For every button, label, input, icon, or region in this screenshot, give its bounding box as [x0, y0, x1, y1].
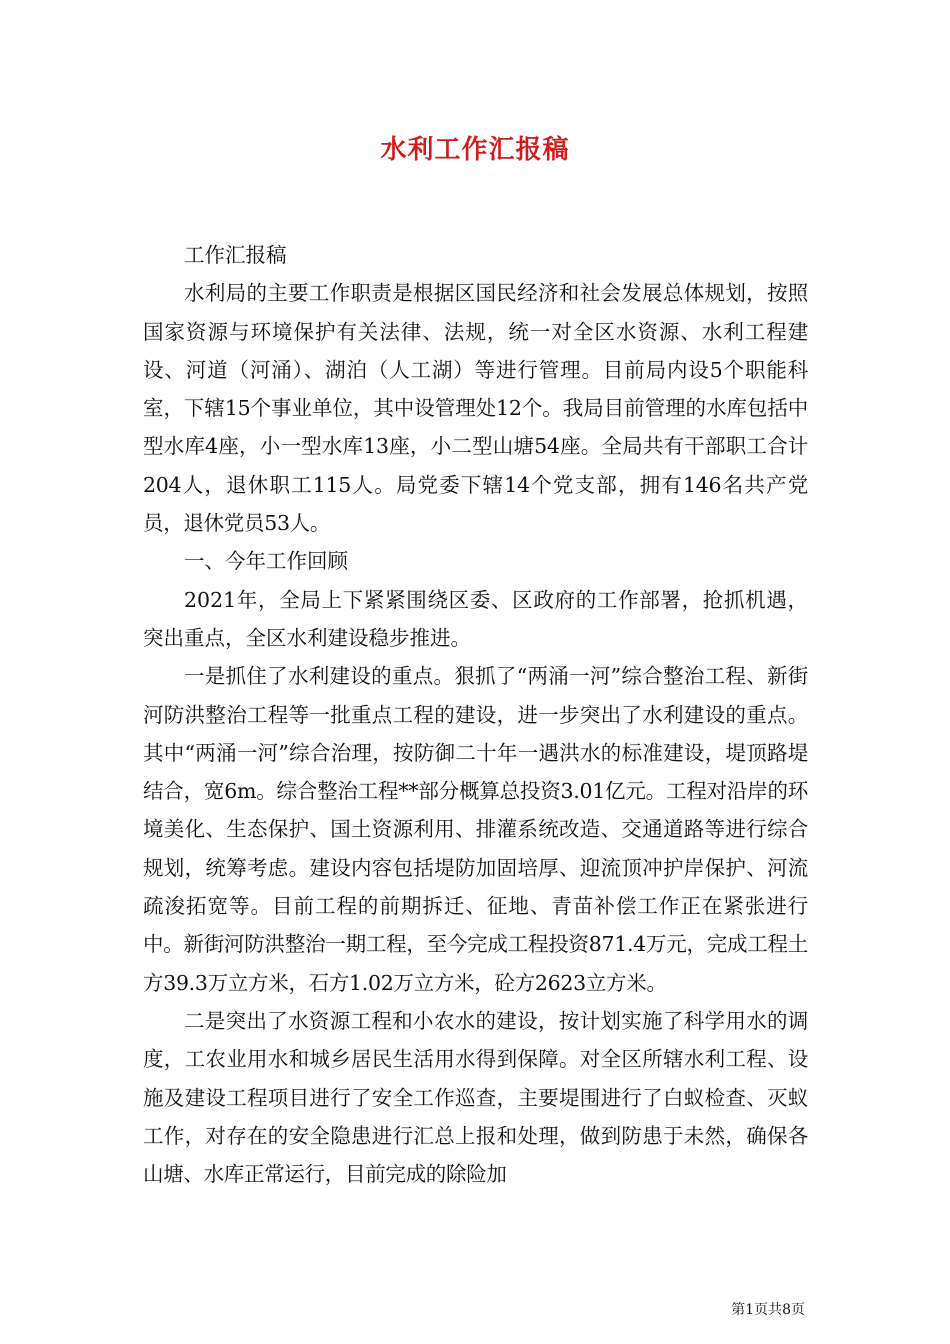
- paragraph-overview: 水利局的主要工作职责是根据区国民经济和社会发展总体规划，按照国家资源与环境保护有关法律、法规，统一对全区水资源、水利工程建设、河道（河涌）、湖泊（人工湖）等进行管理。目前局内设5个职能科室，下辖15个事业单位，其中设管理处12个。我局目前管理的水库包括中型水库4座，小一型水库13座，小二型山塘54座。全局共有干部职工合计204人，退休职工115人。局党委下辖14个党支部，拥有146名共产党员，退休党员53人。: [143, 281, 808, 536]
- paragraph-key-projects: 一是抓住了水利建设的重点。狠抓了“两涌一河”综合整治工程、新街河防洪整治工程等一批重点工程的建设，进一步突出了水利建设的重点。其中“两涌一河”综合治理，按防御二十年一遇洪水的标准建设，堤顶路堤结合，宽6m。综合整治工程**部分概算总投资3.01亿元。工程对沿岸的环境美化、生态保护、国土资源利用、排灌系统改造、交通道路等进行综合规划，统筹考虑。建设内容包括堤防加固培厚、迎流顶冲护岸保护、河流疏浚拓宽等。目前工程的前期拆迁、征地、青苗补偿工作正在紧张进行中。新街河防洪整治一期工程，至今完成工程投资871.4万元，完成工程土方39.3万立方米，石方1.02万立方米，砼方2623立方米。: [143, 664, 808, 995]
- paragraph-2021-summary: 2021年，全局上下紧紧围绕区委、区政府的工作部署，抢抓机遇，突出重点，全区水利建设稳步推进。: [143, 587, 808, 650]
- document-body: [143, 236, 808, 1193]
- paragraph-water-resources: 二是突出了水资源工程和小农水的建设，按计划实施了科学用水的调度，工农业用水和城乡居民生活用水得到保障。对全区所辖水利工程、设施及建设工程项目进行了安全工作巡查，主要堤围进行了白蚁检查、灭蚁工作，对存在的安全隐患进行汇总上报和处理，做到防患于未然，确保各山塘、水库正常运行，目前完成的除险加: [143, 1008, 808, 1187]
- paragraph-heading: 工作汇报稿: [184, 243, 287, 267]
- document-title: 水利工作汇报稿: [380, 135, 570, 165]
- section-heading-review: 一、今年工作回顾: [184, 549, 348, 574]
- page-footer: 第1页共8页: [731, 1302, 805, 1318]
